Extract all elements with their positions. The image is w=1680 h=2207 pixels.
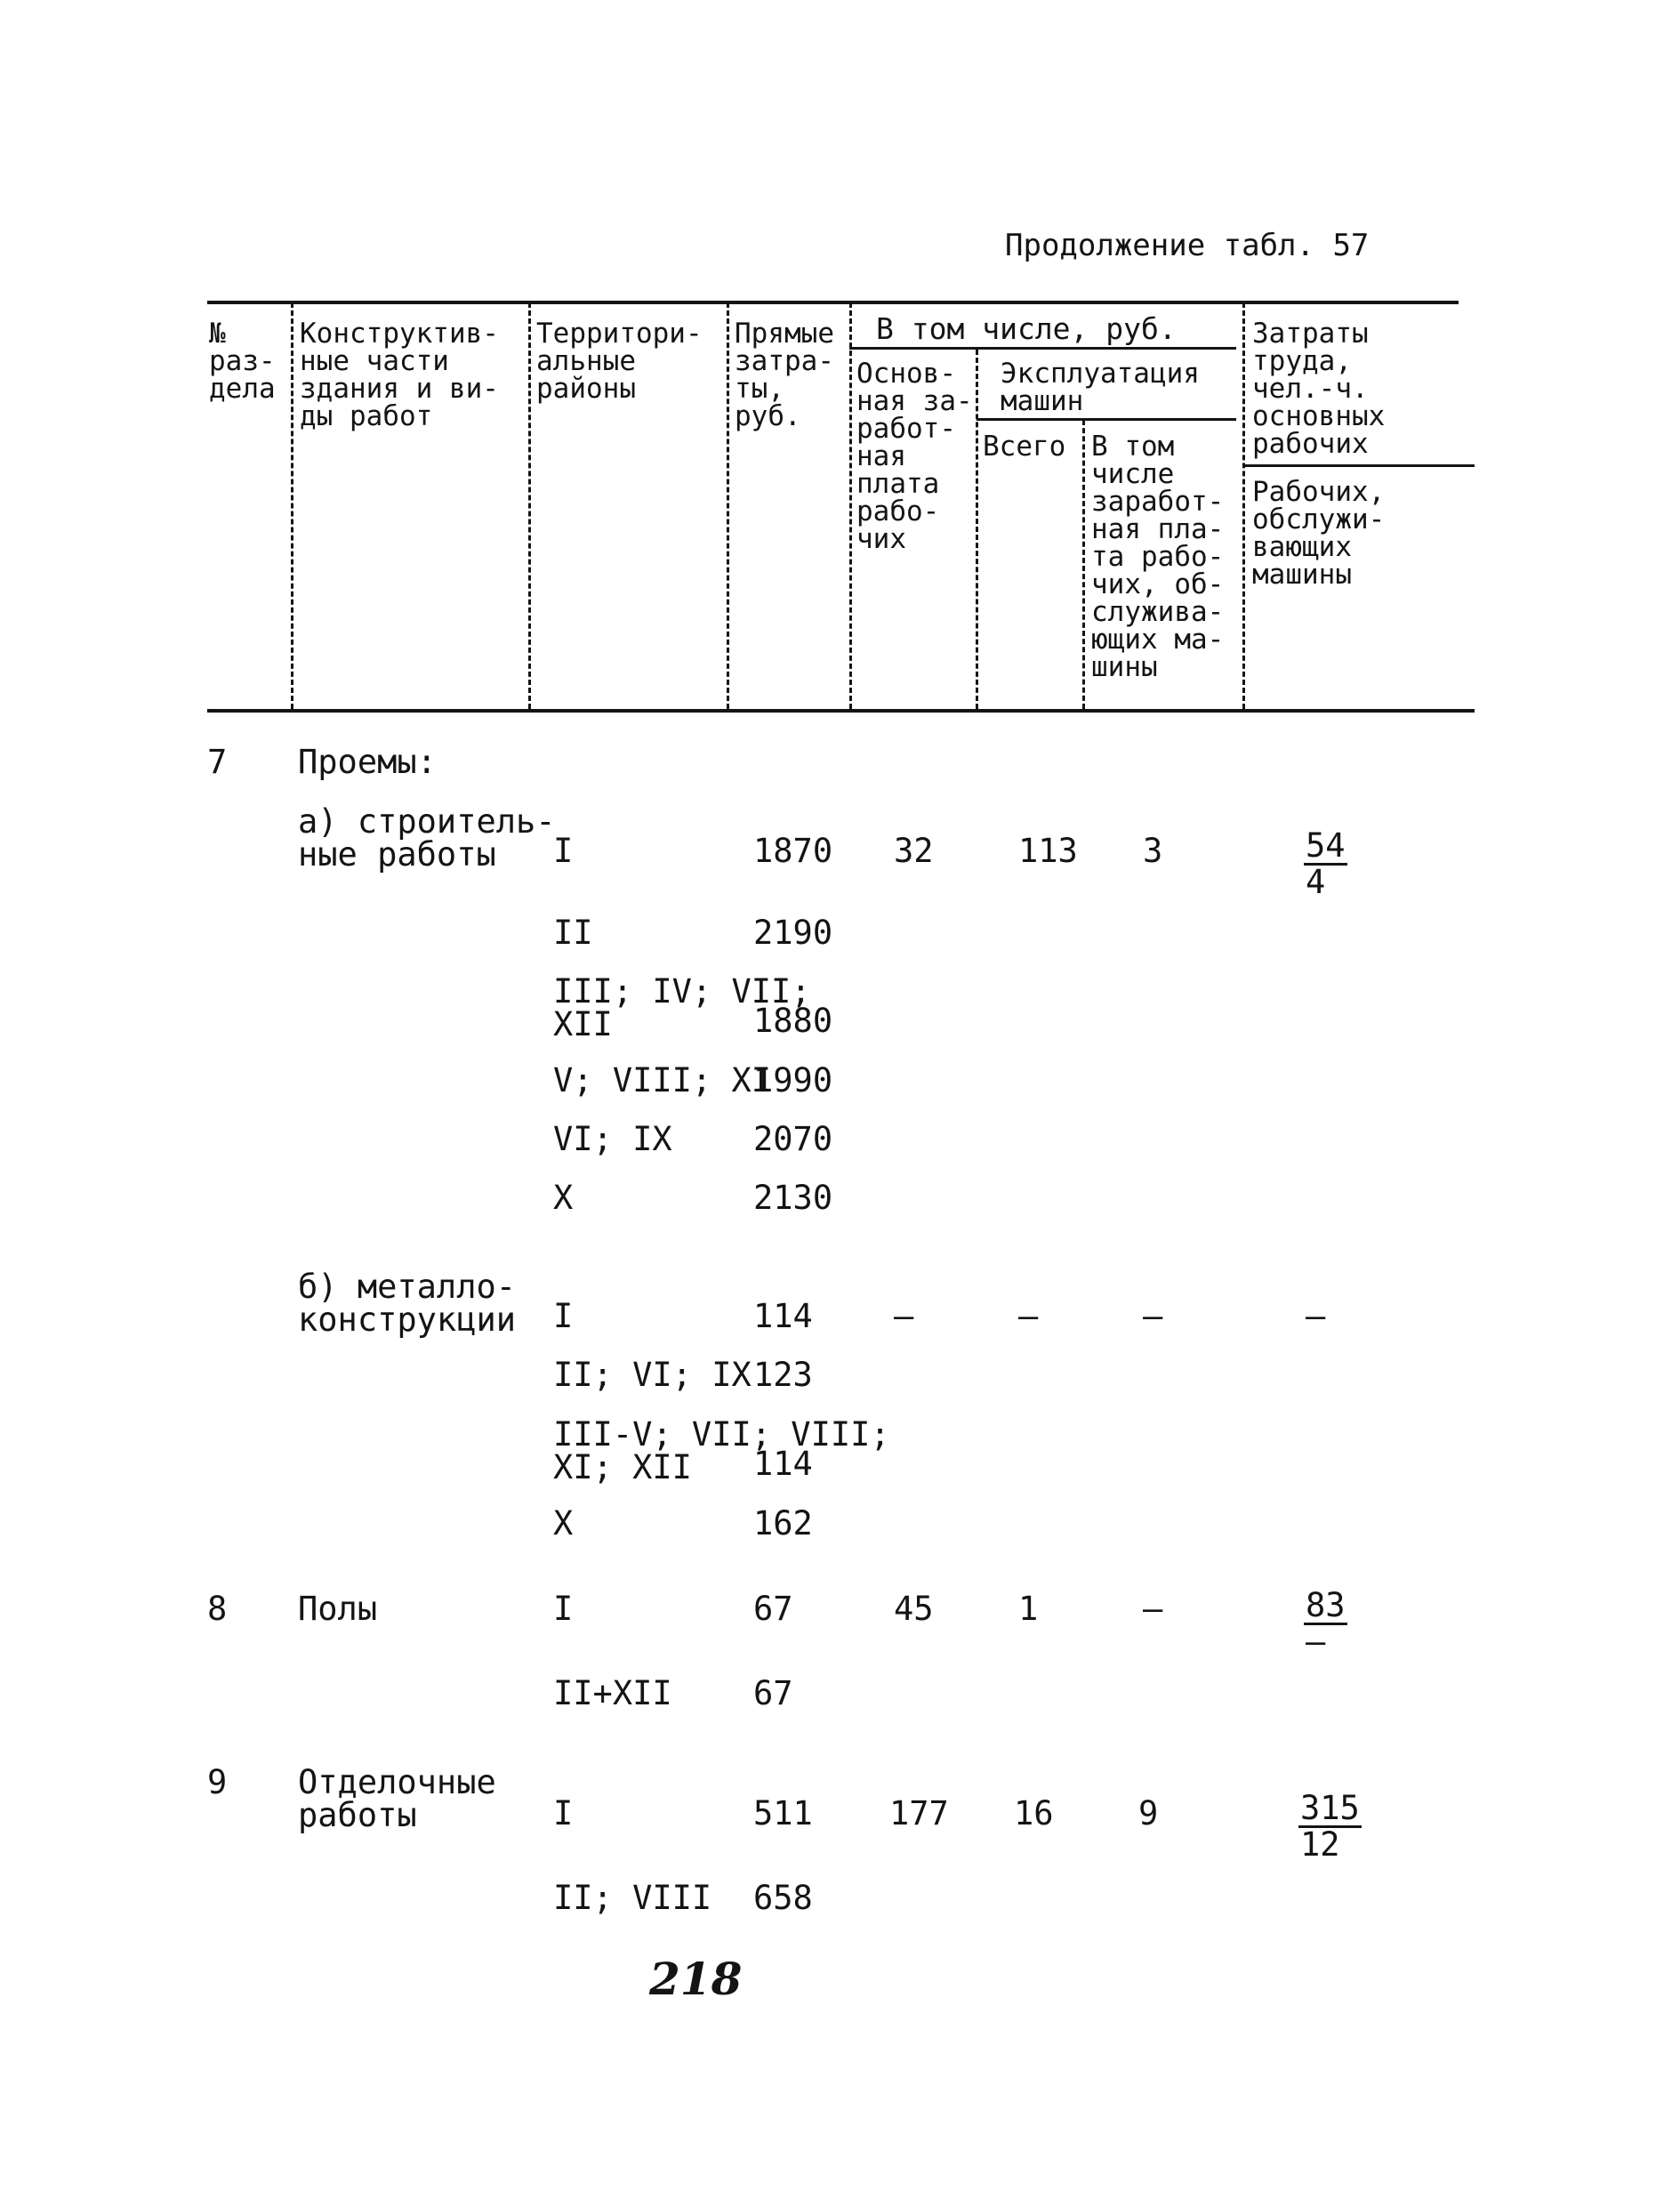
labor-fraction xyxy=(1298,1789,1362,1864)
direct-cost-cell: 1880 xyxy=(753,1002,833,1040)
header-labor-machine-workers: Рабочих, обслужи- вающих машины xyxy=(1252,476,1386,591)
section-number: 8 xyxy=(207,1590,228,1628)
region-cell: III; IV; VII; XII xyxy=(553,972,811,1043)
header-including-group: В том числе, руб. xyxy=(876,311,1177,346)
header-divider xyxy=(976,350,978,709)
region-cell: VI; IX xyxy=(553,1120,672,1158)
machines-total-cell: 16 xyxy=(1014,1794,1054,1832)
direct-cost-cell: 2070 xyxy=(753,1120,833,1158)
direct-cost-cell: 67 xyxy=(753,1674,793,1712)
machines-total-cell: 1 xyxy=(1018,1590,1039,1628)
region-cell: X xyxy=(553,1179,574,1217)
labor-main-value: 54 xyxy=(1306,826,1346,865)
section-number: 7 xyxy=(207,743,228,781)
work-name: Полы xyxy=(298,1590,378,1628)
labor-split-rule xyxy=(1245,464,1475,467)
header-divider xyxy=(528,302,531,709)
region-cell: II+XII xyxy=(553,1674,672,1712)
labor-main-value: 83 xyxy=(1306,1586,1346,1624)
group-incl-rule xyxy=(849,347,1236,350)
group-machines-rule xyxy=(977,418,1236,421)
work-name: б) металло- конструкции xyxy=(298,1268,517,1339)
table-caption: Продолжение табл. 57 xyxy=(1005,228,1370,263)
labor-cell: – xyxy=(1306,1297,1326,1335)
machine-wage-cell: – xyxy=(1143,1590,1163,1628)
header-divider xyxy=(849,302,852,709)
page-number: 218 xyxy=(649,1953,743,2005)
direct-cost-cell: 114 xyxy=(753,1445,813,1483)
header-machines-total: Всего xyxy=(983,431,1066,463)
header-divider xyxy=(727,302,729,709)
direct-cost-cell: 2190 xyxy=(753,914,833,952)
direct-cost-cell: 123 xyxy=(753,1356,813,1394)
header-bottom-rule xyxy=(207,709,1475,713)
section-number: 9 xyxy=(207,1763,228,1801)
region-cell: III-V; VII; VIII; XI; XII xyxy=(553,1415,890,1486)
labor-fraction xyxy=(1304,826,1347,901)
work-name: Отделочные работы xyxy=(298,1763,496,1834)
base-wage-cell: 45 xyxy=(894,1590,934,1628)
labor-machine-value: – xyxy=(1306,1623,1326,1661)
region-cell: II; VI; IX xyxy=(553,1356,752,1394)
header-top-rule xyxy=(207,301,1459,304)
header-divider xyxy=(1082,420,1085,709)
header-direct-costs: Прямые затра- ты, руб. xyxy=(735,318,834,432)
base-wage-cell: – xyxy=(894,1297,914,1335)
work-name: а) строитель- ные работы xyxy=(298,802,556,874)
direct-cost-cell: 114 xyxy=(753,1297,813,1335)
header-machine-operation: Эксплуатация машин xyxy=(1001,358,1200,417)
header-base-wage: Основ- ная за- работ- ная плата рабо- чих xyxy=(856,358,973,555)
region-cell: I xyxy=(553,1794,574,1832)
header-section-number: № раз- дела xyxy=(209,318,276,405)
header-labor-main-workers: Затраты труда, чел.-ч. основных рабочих xyxy=(1252,318,1386,460)
direct-cost-cell: 67 xyxy=(753,1590,793,1628)
base-wage-cell: 177 xyxy=(889,1794,949,1832)
region-cell: I xyxy=(553,1297,574,1335)
machines-total-cell: 113 xyxy=(1018,832,1078,870)
direct-cost-cell: 511 xyxy=(753,1794,813,1832)
labor-fraction xyxy=(1304,1586,1347,1661)
direct-cost-cell: 2130 xyxy=(753,1179,833,1217)
header-territorial-regions: Территори- альные районы xyxy=(536,318,703,405)
work-name: Проемы: xyxy=(298,743,437,781)
header-divider xyxy=(1242,302,1245,709)
direct-cost-cell: 1870 xyxy=(753,832,833,870)
labor-machine-value: 4 xyxy=(1306,863,1326,901)
header-construction-parts: Конструктив- ные части здания и ви- ды работ xyxy=(300,318,499,432)
base-wage-cell: 32 xyxy=(894,832,934,870)
labor-main-value: 315 xyxy=(1300,1789,1360,1827)
direct-cost-cell: 658 xyxy=(753,1879,813,1917)
machine-wage-cell: – xyxy=(1143,1297,1163,1335)
region-cell: II xyxy=(553,914,593,952)
region-cell: X xyxy=(553,1504,574,1542)
header-machine-operator-wage: В том числе заработ- ная пла- та рабо- чих, об- служива- ющих ма- шины xyxy=(1091,431,1225,683)
direct-cost-cell: 162 xyxy=(753,1504,813,1542)
region-cell: II; VIII xyxy=(553,1879,712,1917)
machine-wage-cell: 3 xyxy=(1143,832,1163,870)
header-divider xyxy=(291,302,293,709)
machine-wage-cell: 9 xyxy=(1138,1794,1159,1832)
region-cell: I xyxy=(553,1590,574,1628)
region-cell: V; VIII; XI xyxy=(553,1061,772,1099)
direct-cost-cell: 1990 xyxy=(753,1061,833,1099)
machines-total-cell: – xyxy=(1018,1297,1039,1335)
labor-machine-value: 12 xyxy=(1300,1825,1340,1864)
region-cell: I xyxy=(553,832,574,870)
